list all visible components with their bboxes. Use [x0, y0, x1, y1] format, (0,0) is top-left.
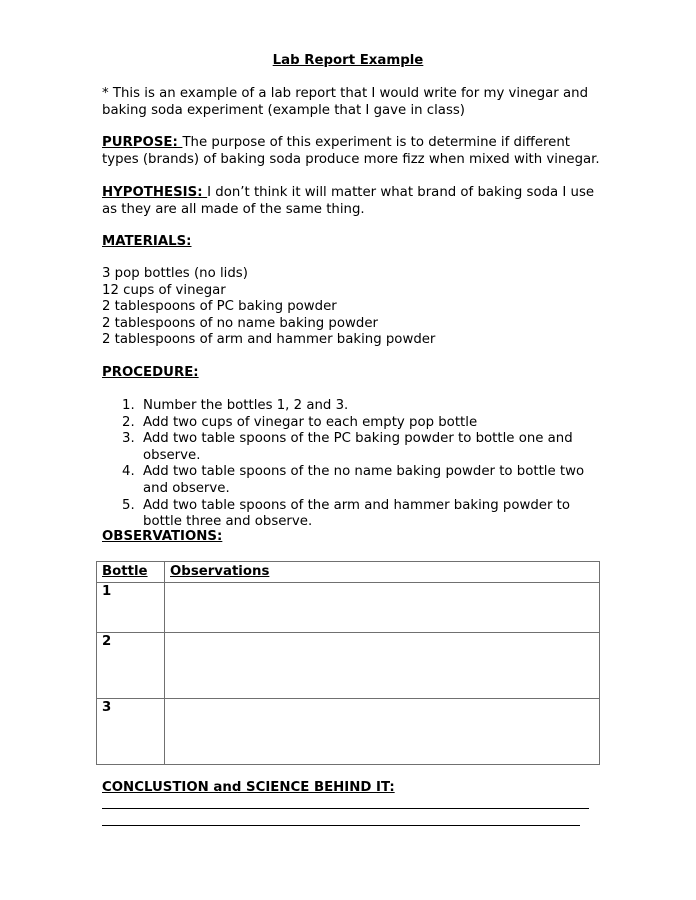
step-text: Number the bottles 1, 2 and 3.: [143, 398, 349, 413]
observations-table: [96, 561, 600, 765]
step-number: 4.: [122, 464, 135, 480]
intro-paragraph: * This is an example of a lab report that I would write for my vinegar and baking soda experiment (example that I gave in class): [102, 86, 589, 118]
column-header-bottle: Bottle: [97, 562, 165, 583]
procedure-heading: PROCEDURE:: [102, 365, 199, 380]
observations-heading: OBSERVATIONS:: [102, 529, 223, 544]
list-item: 12 cups of vinegar: [102, 282, 226, 298]
list-item: 2 tablespoons of no name baking powder: [102, 315, 378, 331]
conclusion-answer-line: [102, 825, 580, 826]
step-number: 1.: [122, 398, 135, 413]
table-row: [97, 632, 600, 698]
step-number: 3.: [122, 431, 135, 447]
purpose-heading: PURPOSE:: [102, 135, 183, 150]
step-text: Add two table spoons of the PC baking powder to bottle one and observe.: [143, 431, 573, 463]
observation-cell[interactable]: [165, 698, 600, 764]
column-header-observations: Observations: [165, 562, 600, 583]
purpose-section: [102, 135, 602, 168]
bottle-cell: 2: [97, 632, 165, 698]
step-text: Add two cups of vinegar to each empty pop bottle: [143, 414, 478, 430]
table-row: [97, 698, 600, 764]
procedure-step: [102, 498, 602, 531]
observation-cell[interactable]: [165, 632, 600, 698]
procedure-step: [102, 464, 602, 497]
list-item: 2 tablespoons of arm and hammer baking powder: [102, 332, 436, 348]
procedure-step: [102, 415, 602, 432]
procedure-step: [102, 431, 602, 464]
step-number: 2.: [122, 414, 135, 430]
table-row: [97, 582, 600, 632]
purpose-text: The purpose of this experiment is to determine if different types (brands) of baking soda produce more fizz when mixed with vinegar.: [102, 135, 600, 167]
step-number: 5.: [122, 497, 135, 513]
materials-list: [102, 266, 602, 349]
page-title: Lab Report Example: [272, 53, 424, 68]
bottle-cell: 1: [97, 582, 165, 632]
hypothesis-section: [102, 185, 602, 218]
list-item: 2 tablespoons of PC baking powder: [102, 299, 337, 315]
step-text: Add two table spoons of the arm and hammer baking powder to bottle three and observe.: [143, 497, 570, 530]
materials-heading: MATERIALS:: [102, 234, 192, 249]
conclusion-heading: CONCLUSTION and SCIENCE BEHIND IT:: [102, 780, 395, 795]
step-text: Add two table spoons of the no name baking powder to bottle two and observe.: [143, 464, 585, 496]
list-item: 3 pop bottles (no lids): [102, 266, 248, 281]
hypothesis-text: I don’t think it will matter what brand of baking soda I use as they are all made of the same thing.: [102, 185, 595, 217]
hypothesis-heading: HYPOTHESIS:: [102, 185, 208, 200]
table-header-row: [97, 562, 600, 583]
conclusion-answer-line: [102, 808, 589, 809]
observation-cell[interactable]: [165, 582, 600, 632]
procedure-step: [102, 398, 602, 415]
procedure-list: [102, 398, 602, 531]
bottle-cell: 3: [97, 698, 165, 764]
